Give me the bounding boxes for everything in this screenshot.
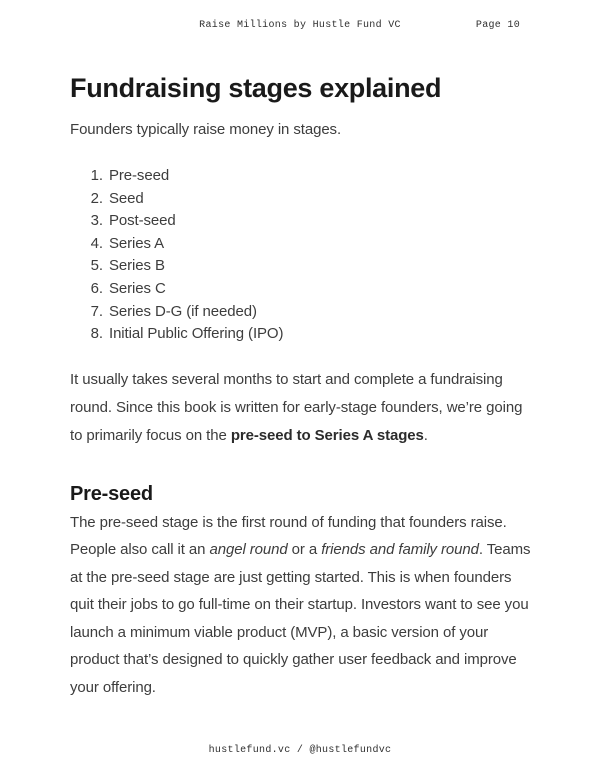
pre-seed-paragraph-text-2: or a (287, 541, 322, 559)
pre-seed-paragraph-italic-friends-family: friends and family round (321, 541, 479, 559)
list-item-series-a: 4. Series A (107, 233, 532, 256)
running-head-book-title: Raise Millions by Hustle Fund VC (199, 20, 401, 31)
focus-paragraph-bold-text: pre-seed to Series A stages (230, 426, 424, 444)
pre-seed-paragraph-text-1: The pre-seed stage is the first round of funding that founders raise. People also call it an (70, 513, 507, 559)
section-heading-pre-seed: Pre-seed (70, 482, 153, 505)
focus-paragraph-period: . (423, 426, 428, 444)
pre-seed-paragraph-text-3: . Teams at the pre-seed stage are just getting started. This is when founders quit their jobs to go full-time on their startup. Investors want to see you launch a minimum viable product (MVP), a basic version of your product that’s designed to quickly gather user feedback and improve your offering. (70, 541, 531, 696)
list-item-ipo: 8. Initial Public Offering (IPO) (107, 323, 532, 346)
list-item-series-d-g: 7. Series D-G (if needed) (107, 301, 532, 324)
footer-site-handle: hustlefund.vc / @hustlefundvc (208, 745, 392, 756)
list-item-series-c: 6. Series C (107, 278, 532, 301)
pre-seed-paragraph-italic-angel-round: angel round (209, 541, 288, 559)
list-item-seed: 2. Seed (107, 188, 532, 211)
list-item-pre-seed: 1. Pre-seed (107, 165, 532, 188)
stage-list (70, 165, 532, 346)
focus-paragraph-text: It usually takes several months to start and complete a fundraising round. Since this book is written for early-stage founders, we’re going to primarily focus on the (70, 370, 523, 444)
page-number: Page 10 (475, 20, 520, 31)
page-content (70, 0, 532, 701)
pre-seed-paragraph (70, 509, 532, 702)
page-title: Fundraising stages explained (70, 73, 442, 103)
list-item-post-seed: 3. Post-seed (107, 210, 532, 233)
focus-paragraph (70, 366, 532, 450)
intro-text: Founders typically raise money in stages. (70, 121, 342, 138)
list-item-series-b: 5. Series B (107, 255, 532, 278)
